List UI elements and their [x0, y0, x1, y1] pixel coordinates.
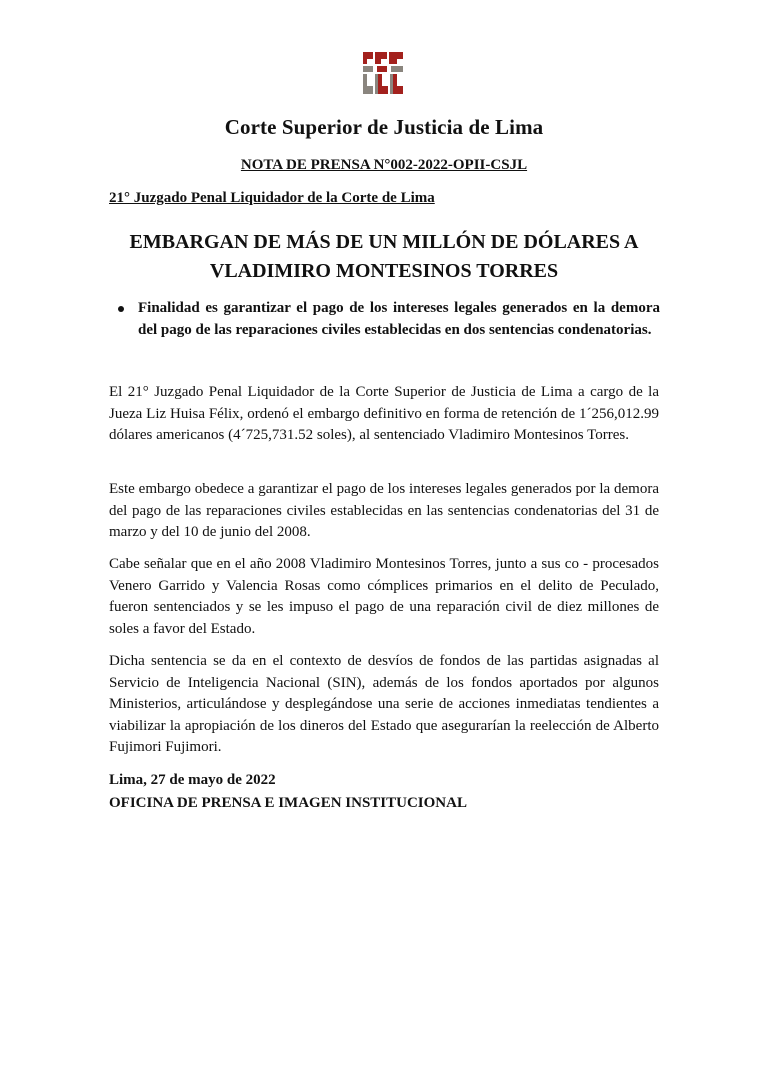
- bullet-icon: [118, 306, 124, 312]
- logo-bottom-row: [363, 74, 403, 94]
- headline-line-1: EMBARGAN DE MÁS DE UN MILLÓN DE DÓLARES A: [129, 231, 639, 253]
- body-paragraph-1: El 21° Juzgado Penal Liquidador de la Corte Superior de Justicia de Lima a cargo de la Jueza Liz Huisa Félix, ordenó el embargo definitivo en forma de retención de 1´256,012.99 dólares americanos (4´725,731.52 soles), al sentenciado Vladimiro Montesinos Torres.: [109, 384, 659, 443]
- office-signature: OFICINA DE PRENSA E IMAGEN INSTITUCIONAL: [109, 795, 467, 811]
- logo-top-row: [363, 52, 403, 72]
- body-paragraph-2: Este embargo obedece a garantizar el pago de los intereses legales generados por la demora del pago de las reparaciones civiles establecidas en las sentencias condenatorias del 31 de marzo y del 10 de junio del 2008.: [109, 481, 659, 540]
- headline: [80, 228, 688, 286]
- highlight-list: [118, 298, 660, 341]
- court-logo-icon: [361, 50, 405, 96]
- headline-line-2: VLADIMIRO MONTESINOS TORRES: [209, 260, 559, 282]
- date-line: Lima, 27 de mayo de 2022: [109, 772, 276, 788]
- organization-title: Corte Superior de Justicia de Lima: [224, 115, 544, 139]
- press-note-number: NOTA DE PRENSA N°002-2022-OPII-CSJL: [240, 157, 528, 173]
- highlight-item: Finalidad es garantizar el pago de los intereses legales generados en la demora del pago de las reparaciones civiles establecidas en dos sentencias condenatorias.: [138, 300, 660, 338]
- body-paragraph-4: Dicha sentencia se da en el contexto de desvíos de fondos de las partidas asignadas al Servicio de Inteligencia Nacional (SIN), además de los fondos aportados por algunos Ministerios, articulándose y desplegándose una serie de acciones inmediatas tendientes a viabilizar la apropiación de los dineros del Estado que asegurarían la reelección de Alberto Fujimori Fujimori.: [109, 653, 659, 755]
- body-paragraph-3: Cabe señalar que en el año 2008 Vladimiro Montesinos Torres, junto a sus co - procesados Venero Garrido y Valencia Rosas como cómplices primarios en el delito de Peculado, fueron sentenciados y se les impuso el pago de una reparación civil de diez millones de soles a favor del Estado.: [109, 556, 659, 637]
- court-subtitle: 21° Juzgado Penal Liquidador de la Corte de Lima: [109, 190, 435, 206]
